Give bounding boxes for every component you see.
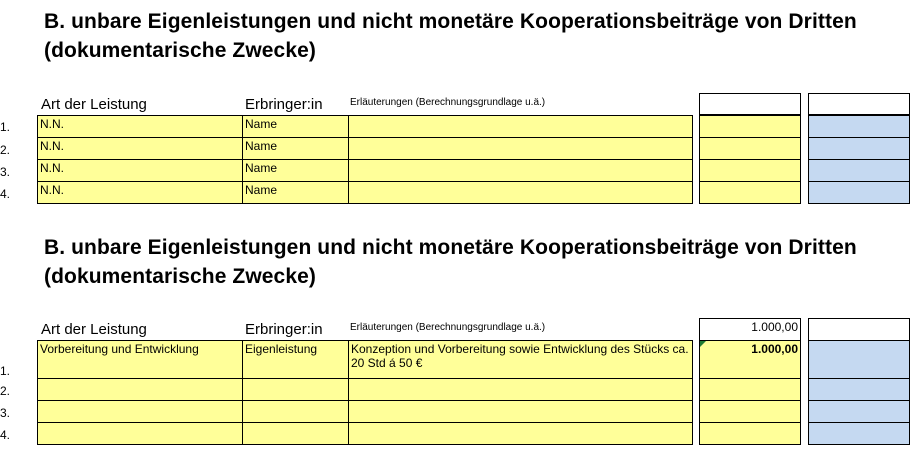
row-number: 4. xyxy=(0,428,11,442)
value-cell[interactable] xyxy=(699,378,801,401)
row-number: 2. xyxy=(0,384,11,398)
extra-cell[interactable] xyxy=(808,115,910,138)
extra-cell[interactable] xyxy=(808,422,910,445)
section1-title: B. unbare Eigenleistungen und nicht monetäre Kooperationsbeiträge von Dritten (dokumentarische Zwecke) xyxy=(44,10,857,62)
erlaeuterung-cell[interactable] xyxy=(348,422,693,445)
section2-header-erlaeuterungen: Erläuterungen (Berechnungsgrundlage u.ä.) xyxy=(350,322,546,333)
erbringer-cell[interactable] xyxy=(242,378,349,401)
extra-cell[interactable] xyxy=(808,340,910,379)
erbringer-cell[interactable]: Name xyxy=(242,181,349,204)
value-cell[interactable] xyxy=(699,159,801,182)
extra-cell[interactable] xyxy=(808,378,910,401)
art-cell[interactable] xyxy=(37,378,243,401)
section1-header-art: Art der Leistung xyxy=(41,96,147,113)
erlaeuterung-cell[interactable] xyxy=(348,378,693,401)
art-cell[interactable]: N.N. xyxy=(37,137,243,160)
erbringer-cell[interactable]: Name xyxy=(242,137,349,160)
extra-cell[interactable] xyxy=(808,159,910,182)
section2-extra-sum-cell[interactable] xyxy=(808,318,910,341)
value-cell[interactable] xyxy=(699,400,801,423)
erbringer-cell[interactable] xyxy=(242,400,349,423)
value-cell[interactable]: 1.000,00 xyxy=(699,340,801,379)
art-cell[interactable] xyxy=(37,422,243,445)
erlaeuterung-cell[interactable] xyxy=(348,137,693,160)
cell-comment-marker xyxy=(700,341,706,347)
row-number: 2. xyxy=(0,143,11,157)
row-number: 3. xyxy=(0,406,11,420)
value-cell[interactable] xyxy=(699,137,801,160)
extra-cell[interactable] xyxy=(808,400,910,423)
erlaeuterung-cell[interactable] xyxy=(348,115,693,138)
section2-header-art: Art der Leistung xyxy=(41,321,147,338)
section1-extra-sum-cell[interactable] xyxy=(808,93,910,115)
art-cell[interactable]: N.N. xyxy=(37,159,243,182)
value-cell[interactable] xyxy=(699,422,801,445)
erbringer-cell[interactable]: Name xyxy=(242,159,349,182)
erlaeuterung-cell[interactable]: Konzeption und Vorbereitung sowie Entwicklung des Stücks ca. 20 Std á 50 € xyxy=(348,340,693,379)
art-cell[interactable]: N.N. xyxy=(37,115,243,138)
section1-header-erlaeuterungen: Erläuterungen (Berechnungsgrundlage u.ä.) xyxy=(350,97,546,108)
extra-cell[interactable] xyxy=(808,181,910,204)
row-number: 4. xyxy=(0,187,11,201)
row-number: 3. xyxy=(0,165,11,179)
erbringer-cell[interactable] xyxy=(242,422,349,445)
section1-header-erbringer: Erbringer:in xyxy=(245,96,323,113)
extra-cell[interactable] xyxy=(808,137,910,160)
erbringer-cell[interactable]: Name xyxy=(242,115,349,138)
art-cell[interactable]: N.N. xyxy=(37,181,243,204)
value-cell[interactable] xyxy=(699,115,801,138)
erlaeuterung-cell[interactable] xyxy=(348,159,693,182)
row-number: 1. xyxy=(0,364,11,378)
art-cell[interactable]: Vorbereitung und Entwicklung xyxy=(37,340,243,379)
section2-sum-cell[interactable]: 1.000,00 xyxy=(699,318,801,341)
art-cell[interactable] xyxy=(37,400,243,423)
row-number: 1. xyxy=(0,120,11,134)
erlaeuterung-cell[interactable] xyxy=(348,400,693,423)
erlaeuterung-cell[interactable] xyxy=(348,181,693,204)
section1-sum-cell[interactable] xyxy=(699,93,801,115)
value-cell[interactable] xyxy=(699,181,801,204)
section2-title: B. unbare Eigenleistungen und nicht monetäre Kooperationsbeiträge von Dritten (dokumentarische Zwecke) xyxy=(44,236,857,288)
erbringer-cell[interactable]: Eigenleistung xyxy=(242,340,349,379)
section2-header-erbringer: Erbringer:in xyxy=(245,321,323,338)
